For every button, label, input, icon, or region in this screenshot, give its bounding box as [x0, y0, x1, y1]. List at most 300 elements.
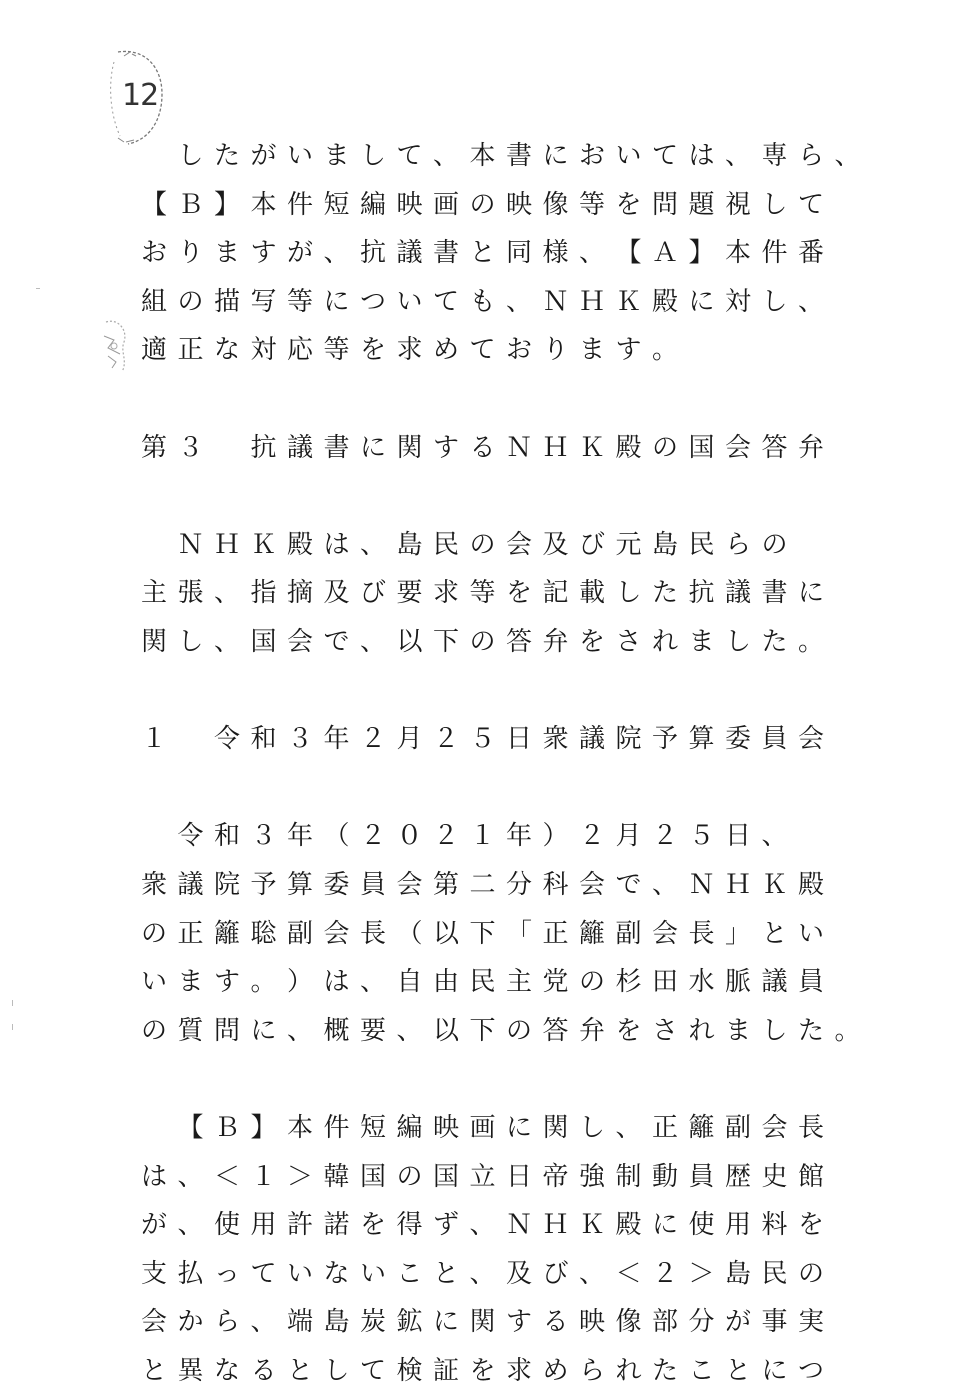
text-char: ず: [432, 1210, 459, 1241]
text-char: ３: [286, 724, 313, 755]
text-char: １: [469, 821, 496, 852]
text-char: い: [140, 967, 167, 998]
text-char: Ｋ: [578, 1210, 605, 1241]
text-char: 等: [578, 189, 605, 220]
text-line: [0, 525, 980, 565]
text-char: は: [140, 1161, 167, 1192]
text-char: 下: [432, 627, 459, 657]
text-char: Ｎ: [177, 529, 204, 560]
text-char: 払: [177, 1258, 204, 1289]
text-char: 議: [724, 578, 751, 609]
text-char: 館: [797, 1161, 824, 1192]
text-char: す: [615, 335, 642, 366]
text-char: さ: [651, 1015, 678, 1046]
text-char: 正: [542, 918, 569, 949]
text-char: で: [323, 627, 350, 657]
text-char: 応: [286, 335, 313, 366]
text-char: は: [323, 529, 350, 560]
text-char: 映: [432, 1113, 459, 1143]
text-char: 算: [688, 724, 715, 755]
text-char: 張: [177, 578, 204, 609]
text-char: ２: [578, 821, 605, 852]
text-char: 書: [761, 578, 788, 609]
text-char: ま: [688, 627, 715, 657]
text-char: 求: [396, 335, 423, 366]
text-line: [0, 1059, 980, 1099]
text-char: 議: [578, 724, 605, 755]
text-char: る: [469, 432, 496, 463]
text-char: ２: [651, 1258, 678, 1289]
text-char: 写: [250, 286, 277, 317]
text-char: 日: [724, 821, 751, 852]
text-char: 検: [396, 1356, 423, 1386]
text-char: た: [651, 1356, 678, 1386]
text-char: し: [724, 627, 751, 657]
text-char: 国: [432, 1161, 459, 1192]
text-char: 正: [177, 335, 204, 366]
text-char: し: [761, 286, 788, 317]
text-char: 国: [688, 432, 715, 463]
text-char: 証: [432, 1356, 459, 1386]
text-char: ら: [797, 141, 824, 171]
text-char: 弁: [797, 432, 824, 463]
text-char: 科: [542, 870, 569, 900]
text-char: ま: [323, 141, 350, 171]
text-char: 像: [615, 1307, 642, 1338]
text-char: Ｎ: [505, 1210, 532, 1241]
text-line: [0, 1011, 980, 1051]
text-char: 」: [724, 918, 751, 949]
text-char: 答: [505, 627, 532, 657]
text-char: 杉: [615, 967, 642, 998]
text-char: を: [359, 335, 386, 366]
text-line: [0, 1254, 980, 1294]
text-char: び: [359, 578, 386, 609]
text-char: 島: [323, 1307, 350, 1338]
text-char: 指: [250, 578, 277, 609]
text-char: 題: [688, 189, 715, 220]
text-char: ＞: [688, 1258, 715, 1289]
text-char: Ｈ: [542, 1210, 569, 1241]
text-char: 籬: [213, 918, 240, 949]
text-char: 委: [323, 870, 350, 900]
text-char: 等: [323, 335, 350, 366]
text-char: ら: [724, 529, 751, 560]
text-char: 会: [396, 870, 423, 900]
text-char: 正: [177, 918, 204, 949]
text-char: 国: [250, 627, 277, 657]
text-char: が: [724, 1307, 751, 1338]
text-char: ま: [578, 335, 605, 366]
text-char: て: [797, 189, 824, 220]
text-char: び: [542, 1258, 569, 1289]
text-char: 】: [213, 189, 240, 220]
text-char: ら: [213, 1307, 240, 1338]
text-char: て: [396, 141, 423, 171]
text-char: 令: [177, 821, 204, 852]
text-char: ＞: [286, 1161, 313, 1192]
text-char: 韓: [323, 1161, 350, 1192]
text-char: め: [432, 335, 459, 366]
text-char: 元: [615, 529, 642, 560]
text-char: の: [505, 1015, 532, 1046]
text-char: に: [250, 1015, 277, 1046]
text-char: ＜: [615, 1258, 642, 1289]
text-char: 質: [177, 1015, 204, 1046]
text-char: 用: [724, 1210, 751, 1241]
text-char: に: [688, 286, 715, 317]
text-line: [0, 185, 980, 225]
text-line: [0, 573, 980, 613]
text-char: を: [469, 1356, 496, 1386]
text-char: の: [797, 1258, 824, 1289]
text-char: の: [578, 967, 605, 998]
text-char: ２: [432, 821, 459, 852]
text-char: 主: [140, 578, 167, 609]
text-char: 水: [688, 967, 715, 998]
text-char: 対: [250, 335, 277, 366]
text-char: 院: [213, 870, 240, 900]
text-char: 副: [286, 918, 313, 949]
text-char: て: [432, 286, 459, 317]
text-char: 抗: [359, 238, 386, 269]
text-char: と: [724, 1356, 751, 1386]
text-char: 殿: [286, 529, 313, 560]
text-char: 、: [213, 627, 240, 657]
text-char: 年: [505, 821, 532, 852]
text-char: 、: [761, 821, 788, 852]
text-char: 炭: [359, 1307, 386, 1338]
text-char: 、: [432, 141, 459, 171]
text-char: 問: [651, 189, 678, 220]
text-char: 史: [761, 1161, 788, 1192]
text-char: 諾: [323, 1210, 350, 1241]
text-char: の: [469, 529, 496, 560]
text-char: ）: [542, 821, 569, 852]
text-char: っ: [213, 1258, 240, 1289]
text-char: 抗: [688, 578, 715, 609]
text-char: 殿: [651, 286, 678, 317]
text-char: 籬: [688, 1113, 715, 1143]
text-char: す: [213, 967, 240, 998]
text-char: 要: [396, 578, 423, 609]
text-line: [0, 428, 980, 468]
text-char: と: [469, 238, 496, 269]
text-char: 用: [250, 1210, 277, 1241]
text-char: を: [578, 627, 605, 657]
text-char: 院: [615, 724, 642, 755]
text-char: れ: [651, 627, 678, 657]
text-char: 料: [761, 1210, 788, 1241]
text-line: [0, 962, 980, 1002]
text-char: な: [213, 1356, 240, 1386]
text-char: し: [359, 141, 386, 171]
text-char: の: [140, 918, 167, 949]
text-char: 対: [724, 286, 751, 317]
text-char: い: [286, 141, 313, 171]
text-char: 籬: [578, 918, 605, 949]
text-char: 「: [505, 918, 532, 949]
text-char: 編: [396, 1113, 423, 1143]
text-line: [0, 1205, 980, 1245]
text-char: を: [615, 189, 642, 220]
text-char: 求: [432, 578, 459, 609]
text-char: の: [140, 1015, 167, 1046]
text-char: 長: [797, 1113, 824, 1143]
text-char: を: [505, 578, 532, 609]
text-char: た: [213, 141, 240, 171]
text-char: 使: [213, 1210, 240, 1241]
text-char: 副: [724, 1113, 751, 1143]
text-line: [0, 768, 980, 808]
text-line: [0, 865, 980, 905]
text-char: ３: [250, 821, 277, 852]
text-char: し: [615, 578, 642, 609]
text-line: [0, 671, 980, 711]
text-char: 】: [688, 238, 715, 269]
text-char: 及: [542, 529, 569, 560]
text-char: 、: [724, 141, 751, 171]
text-char: 殿: [797, 870, 824, 900]
text-char: 自: [396, 967, 423, 998]
text-char: 月: [396, 724, 423, 755]
text-char: を: [615, 1015, 642, 1046]
text-char: 、: [797, 286, 824, 317]
text-char: 下: [469, 918, 496, 949]
text-char: 由: [432, 967, 459, 998]
text-char: 、: [250, 1307, 277, 1338]
text-char: ５: [688, 821, 715, 852]
text-char: ３: [177, 432, 204, 463]
text-char: 会: [286, 627, 313, 657]
text-char: い: [615, 141, 642, 171]
text-char: 員: [688, 1161, 715, 1192]
text-char: め: [542, 1356, 569, 1386]
text-char: 。: [797, 627, 824, 657]
text-char: お: [578, 141, 605, 171]
text-char: 端: [286, 1307, 313, 1338]
text-char: こ: [688, 1356, 715, 1386]
text-char: ２: [359, 724, 386, 755]
text-char: 分: [688, 1307, 715, 1338]
text-char: Ａ: [651, 238, 678, 269]
text-char: 年: [286, 821, 313, 852]
text-char: ２: [432, 724, 459, 755]
text-char: 制: [615, 1161, 642, 1192]
text-char: 関: [396, 432, 423, 463]
text-char: 概: [323, 1015, 350, 1046]
text-char: い: [797, 918, 824, 949]
text-line: [0, 1302, 980, 1342]
text-char: し: [177, 627, 204, 657]
text-char: 、: [469, 1210, 496, 1241]
text-char: 等: [469, 578, 496, 609]
text-char: に: [651, 1210, 678, 1241]
text-char: の: [177, 286, 204, 317]
text-char: 本: [250, 189, 277, 220]
text-char: 像: [542, 189, 569, 220]
text-char: ２: [359, 821, 386, 852]
text-char: 歴: [724, 1161, 751, 1192]
text-char: 和: [213, 821, 240, 852]
text-char: （: [323, 821, 350, 852]
text-char: す: [505, 1307, 532, 1338]
text-char: つ: [797, 1356, 824, 1386]
text-char: 民: [761, 1258, 788, 1289]
text-char: 会: [797, 724, 824, 755]
text-char: 関: [140, 627, 167, 657]
text-char: 答: [542, 1015, 569, 1046]
text-char: 月: [615, 821, 642, 852]
text-char: 国: [359, 1161, 386, 1192]
text-char: Ｋ: [615, 286, 642, 317]
text-char: び: [578, 529, 605, 560]
text-char: 様: [542, 238, 569, 269]
text-char: た: [797, 1015, 824, 1046]
text-char: 殿: [615, 432, 642, 463]
text-line: [0, 233, 980, 273]
text-char: 異: [177, 1356, 204, 1386]
text-char: 会: [651, 918, 678, 949]
text-char: 鉱: [396, 1307, 423, 1338]
text-char: と: [140, 1356, 167, 1386]
text-char: 映: [505, 189, 532, 220]
text-char: 議: [286, 432, 313, 463]
text-char: Ｈ: [724, 870, 751, 900]
text-char: 、: [578, 238, 605, 269]
text-char: 使: [688, 1210, 715, 1241]
text-char: 、: [651, 870, 678, 900]
text-char: て: [469, 335, 496, 366]
text-char: た: [651, 578, 678, 609]
text-char: １: [140, 724, 167, 755]
text-char: か: [177, 1307, 204, 1338]
text-char: 殿: [615, 1210, 642, 1241]
text-char: 番: [797, 238, 824, 269]
text-char: お: [505, 335, 532, 366]
text-char: Ｎ: [688, 870, 715, 900]
text-char: ら: [578, 1356, 605, 1386]
text-char: を: [797, 1210, 824, 1241]
text-char: が: [250, 141, 277, 171]
text-char: 得: [396, 1210, 423, 1241]
text-char: で: [615, 870, 642, 900]
text-char: て: [250, 1258, 277, 1289]
text-char: す: [250, 238, 277, 269]
text-line: [0, 282, 980, 322]
text-char: 日: [505, 1161, 532, 1192]
text-line: [0, 816, 980, 856]
text-char: 、: [469, 1258, 496, 1289]
text-char: ）: [286, 967, 313, 998]
text-char: 議: [177, 870, 204, 900]
text-char: 短: [323, 189, 350, 220]
text-char: 員: [761, 724, 788, 755]
text-char: な: [323, 1258, 350, 1289]
text-char: の: [396, 1161, 423, 1192]
text-line: [0, 914, 980, 954]
text-char: 以: [396, 627, 423, 657]
text-char: 要: [359, 1015, 386, 1046]
text-char: Ｈ: [542, 432, 569, 463]
text-char: 【: [177, 1113, 204, 1143]
text-char: り: [542, 335, 569, 366]
text-char: 。: [834, 1015, 861, 1046]
text-char: り: [177, 238, 204, 269]
text-char: 。: [250, 967, 277, 998]
text-char: す: [432, 432, 459, 463]
text-char: て: [359, 1356, 386, 1386]
text-char: 会: [724, 432, 751, 463]
text-char: 等: [286, 286, 313, 317]
text-char: 員: [797, 967, 824, 998]
text-char: 強: [578, 1161, 605, 1192]
text-char: ま: [177, 967, 204, 998]
text-line: [0, 136, 980, 176]
text-char: 。: [651, 335, 678, 366]
text-char: 民: [688, 529, 715, 560]
text-char: 、: [286, 1015, 313, 1046]
text-char: 書: [323, 432, 350, 463]
text-char: Ｎ: [542, 286, 569, 317]
text-char: 【: [615, 238, 642, 269]
text-char: 島: [396, 529, 423, 560]
text-char: 、: [834, 141, 861, 171]
text-char: 支: [140, 1258, 167, 1289]
text-char: 関: [542, 1113, 569, 1143]
text-char: 【: [140, 189, 167, 220]
text-char: 島: [651, 529, 678, 560]
text-char: 事: [761, 1307, 788, 1338]
text-char: の: [469, 189, 496, 220]
text-char: は: [323, 967, 350, 998]
text-char: 本: [724, 238, 751, 269]
text-char: 問: [213, 1015, 240, 1046]
text-char: 会: [323, 918, 350, 949]
page-number: 12: [122, 78, 159, 113]
text-char: 令: [213, 724, 240, 755]
text-char: Ｂ: [177, 189, 204, 220]
text-char: 、: [396, 1015, 423, 1046]
text-char: 動: [651, 1161, 678, 1192]
text-char: に: [359, 432, 386, 463]
text-char: 主: [505, 967, 532, 998]
text-char: 画: [469, 1113, 496, 1143]
text-char: 第: [432, 870, 459, 900]
text-char: 映: [578, 1307, 605, 1338]
text-char: 許: [286, 1210, 313, 1241]
text-char: 正: [651, 1113, 678, 1143]
text-char: 議: [761, 967, 788, 998]
text-char: は: [688, 141, 715, 171]
text-char: 、: [359, 627, 386, 657]
text-char: 関: [469, 1307, 496, 1338]
text-char: な: [213, 335, 240, 366]
text-char: Ｋ: [578, 432, 605, 463]
text-char: て: [651, 141, 678, 171]
text-char: 以: [432, 1015, 459, 1046]
text-char: 民: [469, 967, 496, 998]
text-char: 年: [323, 724, 350, 755]
text-char: 書: [432, 238, 459, 269]
text-char: 求: [505, 1356, 532, 1386]
text-char: と: [432, 1258, 459, 1289]
text-char: 日: [505, 724, 532, 755]
text-char: 弁: [542, 627, 569, 657]
text-char: １: [250, 1161, 277, 1192]
text-line: [0, 719, 980, 759]
text-char: に: [323, 286, 350, 317]
